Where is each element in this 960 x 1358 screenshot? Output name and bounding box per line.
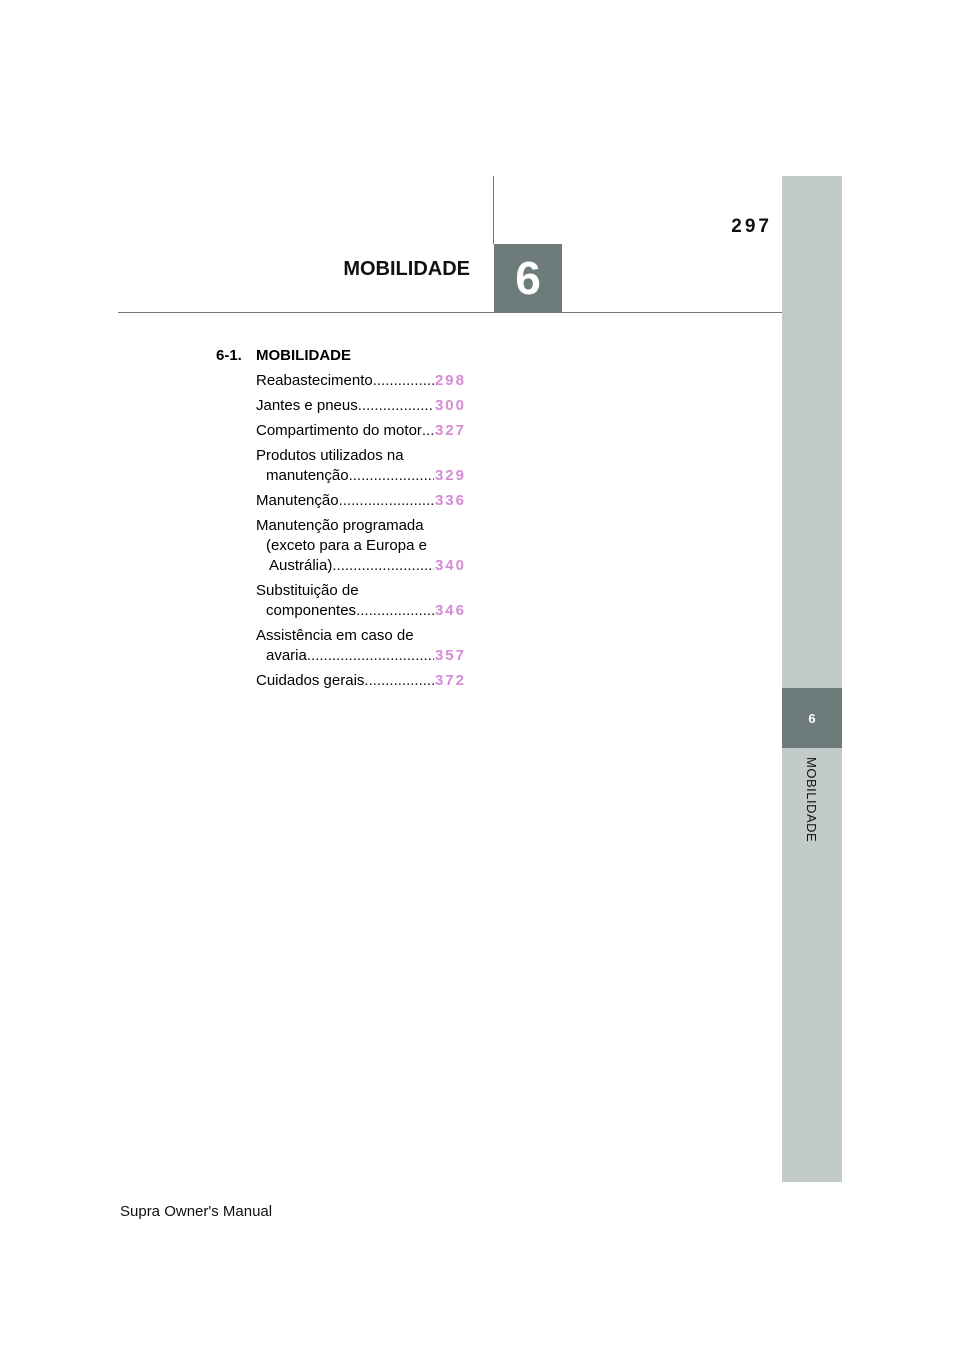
page-number: 297 [731, 216, 772, 237]
toc-entry-label: Cuidados gerais [256, 672, 365, 689]
toc-entry-label: Jantes e pneus [256, 397, 358, 414]
table-of-contents [216, 346, 476, 696]
side-tab-chapter-6[interactable]: 6 [782, 688, 842, 748]
leader-dots [332, 556, 434, 576]
toc-entry-cuidados-gerais[interactable] [216, 671, 476, 691]
toc-entry-label: Reabastecimento [256, 372, 373, 389]
toc-section-title: MOBILIDADE [256, 347, 351, 364]
chapter-number-box: 6 [494, 244, 562, 312]
toc-page-link[interactable]: 372 [434, 672, 466, 689]
header-rule [118, 312, 782, 313]
leader-dots [339, 491, 434, 511]
toc-entry-label: avaria [266, 647, 307, 664]
toc-entry-produtos-utilizados[interactable] [216, 446, 476, 486]
toc-entry-line: Assistência em caso de [256, 627, 414, 644]
toc-entry-line: Substituição de [256, 582, 359, 599]
toc-entry-line: (exceto para a Europa e [266, 537, 427, 554]
toc-page-link[interactable]: 298 [434, 372, 466, 389]
toc-entry-compartimento-do-motor[interactable] [216, 421, 476, 441]
toc-page-link[interactable]: 340 [434, 557, 466, 574]
leader-dots [422, 421, 434, 441]
toc-entry-label: Manutenção [256, 492, 339, 509]
toc-section-number: 6-1. [216, 347, 242, 364]
leader-dots [358, 396, 434, 416]
toc-page-link[interactable]: 329 [434, 467, 466, 484]
leader-dots [307, 646, 434, 666]
side-tab-bar [782, 176, 842, 1182]
toc-page-link[interactable]: 300 [434, 397, 466, 414]
toc-entry-manutencao[interactable] [216, 491, 476, 511]
toc-entry-jantes-e-pneus[interactable] [216, 396, 476, 416]
toc-page-link[interactable]: 327 [434, 422, 466, 439]
leader-dots [373, 371, 434, 391]
toc-entry-label: manutenção [266, 467, 349, 484]
header-divider-vertical [493, 176, 494, 244]
toc-entry-label: componentes [266, 602, 357, 619]
toc-page-link[interactable]: 357 [434, 647, 466, 664]
footer-text: Supra Owner's Manual [120, 1203, 273, 1220]
toc-page-link[interactable]: 336 [434, 492, 466, 509]
toc-section-heading [216, 346, 476, 366]
leader-dots [356, 601, 434, 621]
leader-dots [349, 466, 434, 486]
toc-entry-reabastecimento[interactable] [216, 371, 476, 391]
toc-entry-line: Manutenção programada [256, 517, 424, 534]
leader-dots [364, 671, 434, 691]
toc-page-link[interactable]: 346 [434, 602, 466, 619]
side-tab-label: MOBILIDADE [804, 757, 819, 843]
toc-entry-assistencia-avaria[interactable] [216, 626, 476, 666]
toc-entry-label: Compartimento do motor [256, 422, 422, 439]
toc-entry-label: Austrália) [269, 557, 333, 574]
chapter-title: MOBILIDADE [343, 258, 470, 280]
toc-entry-substituicao-de-componentes[interactable] [216, 581, 476, 621]
toc-entry-line: Produtos utilizados na [256, 447, 404, 464]
toc-entry-manutencao-programada[interactable] [216, 516, 476, 576]
